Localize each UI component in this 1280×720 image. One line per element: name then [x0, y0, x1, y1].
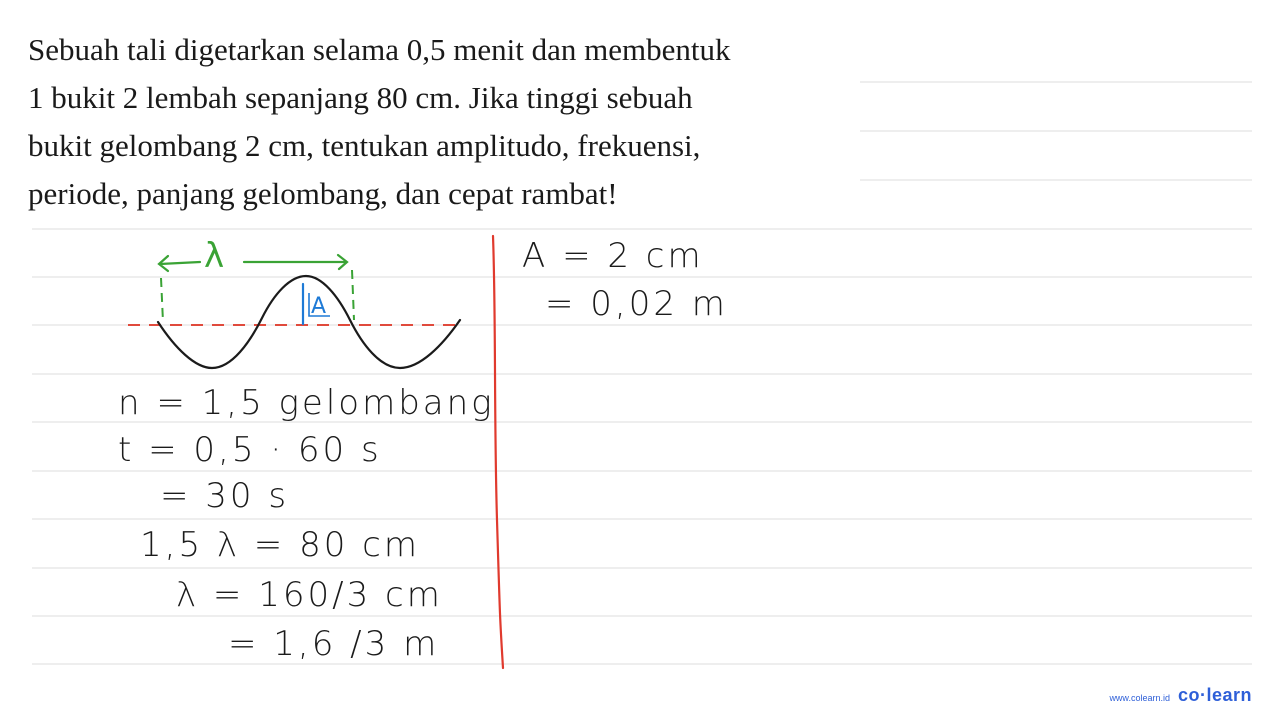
work-line-amplitude-m: = 0,02 m — [545, 284, 728, 324]
work-line-lambda-m: = 1,6 /3 m — [228, 624, 440, 664]
problem-line: Sebuah tali digetarkan selama 0,5 menit dan membentuk — [28, 32, 731, 67]
problem-line: bukit gelombang 2 cm, tentukan amplitudo, frekuensi, — [28, 128, 701, 163]
problem-line: 1 bukit 2 lembah sepanjang 80 cm. Jika tinggi sebuah — [28, 80, 693, 115]
wave-curve — [158, 276, 460, 368]
brand-logo: co·learn — [1177, 685, 1252, 705]
brand-watermark — [1109, 685, 1252, 706]
lambda-bound-left — [161, 278, 163, 322]
work-line-n: n = 1,5 gelombang — [118, 383, 495, 423]
lambda-label: λ — [204, 236, 225, 276]
amplitude-label: A — [311, 294, 327, 319]
work-line-t: t = 0,5 · 60 s — [118, 430, 382, 470]
work-line-lambda: λ = 160/3 cm — [176, 575, 443, 615]
brand-url: www.colearn.id — [1109, 693, 1170, 703]
work-line-t-result: = 30 s — [160, 476, 290, 516]
lambda-bound-right — [352, 270, 354, 320]
work-line-lambda-eq: 1,5 λ = 80 cm — [140, 525, 420, 565]
work-line-amplitude: A = 2 cm — [522, 236, 704, 276]
problem-line: periode, panjang gelombang, dan cepat rambat! — [28, 176, 618, 211]
lambda-arrow-left — [159, 256, 200, 271]
lambda-arrow-right — [244, 255, 347, 269]
